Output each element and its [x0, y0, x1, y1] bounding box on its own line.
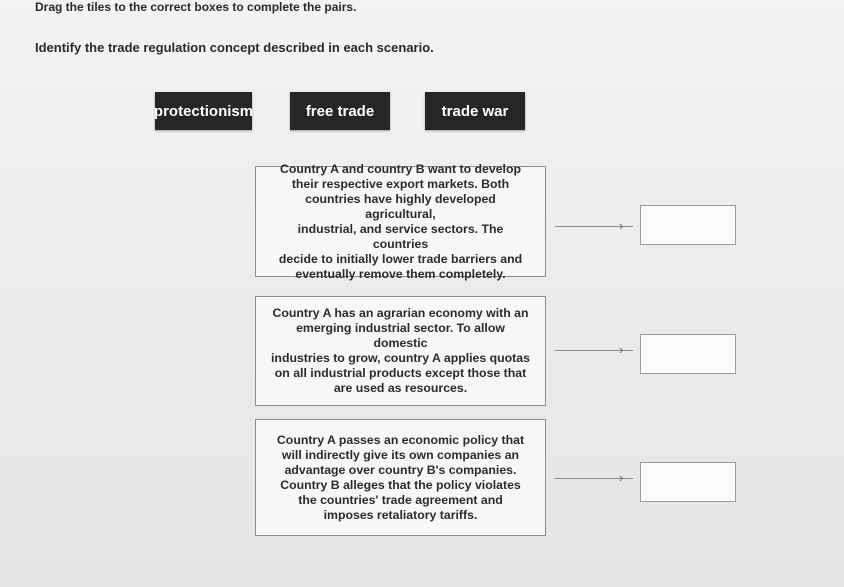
drop-target-2[interactable]	[640, 334, 736, 374]
scenario-3-box: Country A passes an economic policy that will indirectly give its own companies an advantage over country B's companies. Country B alleges that the policy violates the countries' trade agreement and imposes retaliatory tariffs.	[255, 419, 546, 536]
question-text: Identify the trade regulation concept described in each scenario.	[35, 40, 434, 55]
drop-target-3[interactable]	[640, 462, 736, 502]
scenario-2-box: Country A has an agrarian economy with an emerging industrial sector. To allow domestic industries to grow, country A applies quotas on all industrial products except those that are used as resources.	[255, 296, 546, 406]
scenario-1-box: Country A and country B want to develop their respective export markets. Both countries have highly developed agricultural, industrial, and service sectors. The countries decide to initially lower trade barriers and eventually remove them completely.	[255, 166, 546, 277]
drop-target-1[interactable]	[640, 205, 736, 245]
instruction-text: Drag the tiles to the correct boxes to complete the pairs.	[35, 0, 357, 14]
arrow-icon-2: ›	[619, 342, 624, 357]
tile-protectionism[interactable]: protectionism	[155, 92, 252, 130]
tile-free-trade[interactable]: free trade	[290, 92, 390, 130]
arrow-icon-3: ›	[619, 470, 624, 485]
arrow-icon-1: ›	[619, 218, 624, 233]
tile-trade-war[interactable]: trade war	[425, 92, 525, 130]
